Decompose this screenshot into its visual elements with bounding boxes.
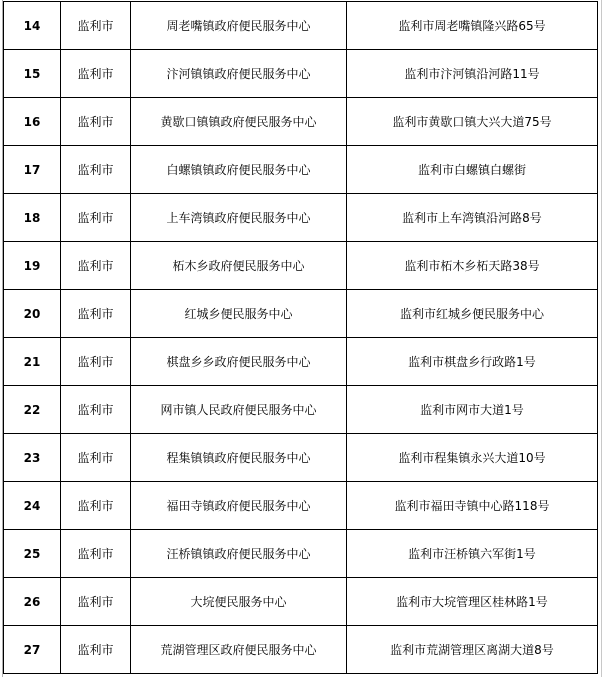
center-name-cell: 黄歇口镇镇政府便民服务中心 bbox=[131, 98, 347, 146]
center-name-cell: 红城乡便民服务中心 bbox=[131, 290, 347, 338]
table-row bbox=[4, 290, 598, 338]
row-number: 25 bbox=[4, 530, 61, 578]
row-number: 17 bbox=[4, 146, 61, 194]
row-number: 24 bbox=[4, 482, 61, 530]
center-name-cell: 大垸便民服务中心 bbox=[131, 578, 347, 626]
table-row bbox=[4, 482, 598, 530]
row-number: 23 bbox=[4, 434, 61, 482]
address-cell: 监利市周老嘴镇隆兴路65号 bbox=[347, 2, 598, 50]
row-number: 15 bbox=[4, 50, 61, 98]
row-number: 26 bbox=[4, 578, 61, 626]
address-cell: 监利市汪桥镇六军街1号 bbox=[347, 530, 598, 578]
city-cell: 监利市 bbox=[61, 98, 131, 146]
city-cell: 监利市 bbox=[61, 50, 131, 98]
table-row bbox=[4, 146, 598, 194]
center-name-cell: 周老嘴镇政府便民服务中心 bbox=[131, 2, 347, 50]
row-number: 18 bbox=[4, 194, 61, 242]
city-cell: 监利市 bbox=[61, 386, 131, 434]
city-cell: 监利市 bbox=[61, 626, 131, 674]
row-number: 21 bbox=[4, 338, 61, 386]
address-cell: 监利市棋盘乡行政路1号 bbox=[347, 338, 598, 386]
center-name-cell: 柘木乡政府便民服务中心 bbox=[131, 242, 347, 290]
service-center-table bbox=[3, 1, 598, 674]
address-cell: 监利市上车湾镇沿河路8号 bbox=[347, 194, 598, 242]
address-cell: 监利市白螺镇白螺街 bbox=[347, 146, 598, 194]
city-cell: 监利市 bbox=[61, 578, 131, 626]
address-cell: 监利市红城乡便民服务中心 bbox=[347, 290, 598, 338]
table-row bbox=[4, 50, 598, 98]
row-number: 14 bbox=[4, 2, 61, 50]
center-name-cell: 汴河镇镇政府便民服务中心 bbox=[131, 50, 347, 98]
table-row bbox=[4, 194, 598, 242]
city-cell: 监利市 bbox=[61, 2, 131, 50]
address-cell: 监利市网市大道1号 bbox=[347, 386, 598, 434]
center-name-cell: 福田寺镇政府便民服务中心 bbox=[131, 482, 347, 530]
city-cell: 监利市 bbox=[61, 146, 131, 194]
table-row bbox=[4, 434, 598, 482]
address-cell: 监利市黄歇口镇大兴大道75号 bbox=[347, 98, 598, 146]
center-name-cell: 汪桥镇镇政府便民服务中心 bbox=[131, 530, 347, 578]
address-cell: 监利市荒湖管理区离湖大道8号 bbox=[347, 626, 598, 674]
address-cell: 监利市福田寺镇中心路118号 bbox=[347, 482, 598, 530]
table-row bbox=[4, 2, 598, 50]
city-cell: 监利市 bbox=[61, 338, 131, 386]
city-cell: 监利市 bbox=[61, 290, 131, 338]
center-name-cell: 白螺镇镇政府便民服务中心 bbox=[131, 146, 347, 194]
table-row bbox=[4, 338, 598, 386]
row-number: 20 bbox=[4, 290, 61, 338]
row-number: 22 bbox=[4, 386, 61, 434]
city-cell: 监利市 bbox=[61, 242, 131, 290]
address-cell: 监利市程集镇永兴大道10号 bbox=[347, 434, 598, 482]
address-cell: 监利市大垸管理区桂林路1号 bbox=[347, 578, 598, 626]
row-number: 27 bbox=[4, 626, 61, 674]
row-number: 19 bbox=[4, 242, 61, 290]
address-cell: 监利市汴河镇沿河路11号 bbox=[347, 50, 598, 98]
center-name-cell: 荒湖管理区政府便民服务中心 bbox=[131, 626, 347, 674]
sheet-right-border bbox=[601, 0, 602, 677]
table-row bbox=[4, 242, 598, 290]
table-row bbox=[4, 626, 598, 674]
city-cell: 监利市 bbox=[61, 194, 131, 242]
address-cell: 监利市柘木乡柘天路38号 bbox=[347, 242, 598, 290]
center-name-cell: 棋盘乡乡政府便民服务中心 bbox=[131, 338, 347, 386]
city-cell: 监利市 bbox=[61, 482, 131, 530]
center-name-cell: 上车湾镇政府便民服务中心 bbox=[131, 194, 347, 242]
table-row bbox=[4, 98, 598, 146]
table-row bbox=[4, 530, 598, 578]
city-cell: 监利市 bbox=[61, 530, 131, 578]
table-row bbox=[4, 578, 598, 626]
row-number: 16 bbox=[4, 98, 61, 146]
table-row bbox=[4, 386, 598, 434]
city-cell: 监利市 bbox=[61, 434, 131, 482]
center-name-cell: 程集镇镇政府便民服务中心 bbox=[131, 434, 347, 482]
center-name-cell: 网市镇人民政府便民服务中心 bbox=[131, 386, 347, 434]
